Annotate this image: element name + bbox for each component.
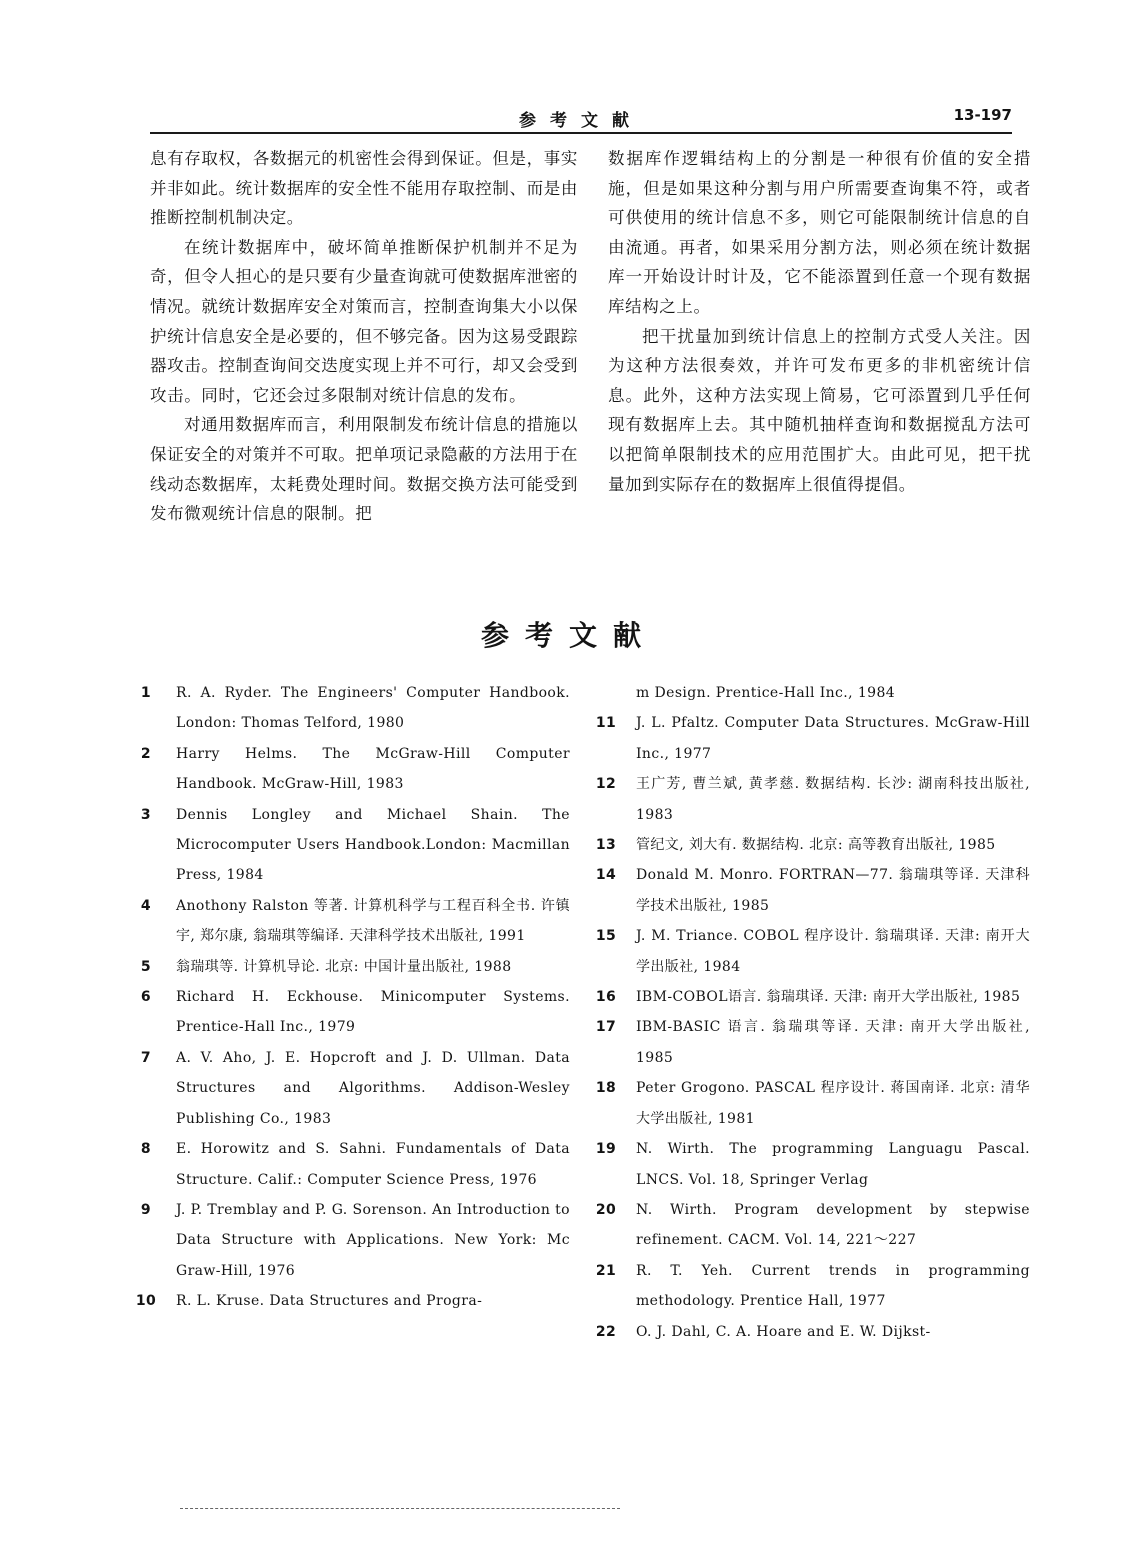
reference-number: 14 xyxy=(595,867,617,884)
reference-item xyxy=(590,1317,1030,1347)
reference-text: Richard H. Eckhouse. Minicomputer Systems. Prentice-Hall Inc., 1979 xyxy=(176,989,570,1036)
paragraph: 把干扰量加到统计信息上的控制方式受人关注。因为这种方法很奏效，并许可发布更多的非机密统计信息。此外，这种方法实现上简易，它可添置到几乎任何现有数据库上去。其中随机抽样查询和数据搅乱方法可以把简单限制技术的应用范围扩大。由此可见，把干扰量加到实际存在的数据库上很值得提倡。 xyxy=(608,326,1031,494)
reference-text: R. T. Yeh. Current trends in programming methodology. Prentice Hall, 1977 xyxy=(636,1262,1030,1310)
paragraph: 数据库作逻辑结构上的分割是一种很有价值的安全措施，但是如果这种分割与用户所需要查询集不符，或者可供使用的统计信息不多，则它可能限制统计信息的自由流通。再者，如果采用分割方法，则必须在统计数据库一开始设计时计及，它不能添置到任意一个现有数据库结构之上。 xyxy=(608,149,1031,316)
reference-number: 19 xyxy=(595,1141,617,1158)
reference-text: Harry Helms. The McGraw-Hill Computer Handbook. McGraw-Hill, 1983 xyxy=(176,745,570,793)
reference-text: N. Wirth. Program development by stepwise refinement. CACM. Vol. 14, 221～227 xyxy=(636,1201,1030,1249)
reference-item xyxy=(590,708,1030,769)
reference-item xyxy=(590,1134,1030,1195)
paragraph: 对通用数据库而言，利用限制发布统计信息的措施以保证安全的对策并不可取。把单项记录隐蔽的方法用于在线动态数据库，太耗费处理时间。数据交换方法可能受到发布微观统计信息的限制。把 xyxy=(150,415,578,524)
reference-number: 18 xyxy=(595,1080,617,1097)
page-header xyxy=(150,100,1012,134)
reference-text: J. L. Pfaltz. Computer Data Structures. McGraw-Hill Inc., 1977 xyxy=(636,715,1030,762)
body-column-right xyxy=(608,144,1031,499)
reference-text: Anothony Ralston 等著. 计算机科学与工程百科全书. 许镇宇, 郑尔康, 翁瑞琪等编译. 天津科学技术出版社, 1991 xyxy=(176,897,570,945)
reference-text: R. L. Kruse. Data Structures and Progra- xyxy=(176,1293,483,1310)
reference-item xyxy=(590,830,1030,860)
reference-text: Peter Grogono. PASCAL 程序设计. 蒋国南译. 北京: 清华大学出版社, 1981 xyxy=(636,1080,1030,1127)
reference-item xyxy=(130,678,570,739)
reference-item xyxy=(130,739,570,800)
reference-item xyxy=(590,921,1030,982)
reference-item xyxy=(130,800,570,891)
reference-number: 10 xyxy=(135,1293,157,1310)
reference-number: 20 xyxy=(595,1201,617,1218)
reference-item xyxy=(130,952,570,982)
reference-number: 4 xyxy=(140,897,152,914)
section-title: 参考文献 xyxy=(480,619,657,652)
reference-item xyxy=(590,1195,1030,1256)
reference-number: 9 xyxy=(140,1201,152,1218)
reference-text: E. Horowitz and S. Sahni. Fundamentals of Data Structure. Calif.: Computer Science Press, 1976 xyxy=(176,1141,570,1188)
paragraph: 息有存取权，各数据元的机密性会得到保证。但是，事实并非如此。统计数据库的安全性不能用存取控制、而是由推断控制机制决定。 xyxy=(150,149,578,228)
reference-text: Dennis Longley and Michael Shain. The Microcomputer Users Handbook.London: Macmillan Press, 1984 xyxy=(176,806,570,884)
reference-text: IBM-BASIC 语言. 翁瑞琪等译. 天津: 南开大学出版社, 1985 xyxy=(636,1019,1030,1066)
reference-text: 管纪文, 刘大有. 数据结构. 北京: 高等教育出版社, 1985 xyxy=(636,837,996,854)
running-title: 参考文献 xyxy=(519,111,643,131)
reference-number: 12 xyxy=(595,776,617,793)
reference-text: 王广芳, 曹兰斌, 黄孝慈. 数据结构. 长沙: 湖南科技出版社, 1983 xyxy=(636,776,1030,823)
reference-number: 3 xyxy=(140,806,152,823)
reference-item xyxy=(130,1195,570,1286)
reference-text: A. V. Aho, J. E. Hopcroft and J. D. Ullman. Data Structures and Algorithms. Addison-Wesley Publishing Co., 1983 xyxy=(176,1049,570,1127)
reference-item xyxy=(590,982,1030,1012)
reference-number: 2 xyxy=(140,745,152,762)
reference-item xyxy=(590,860,1030,921)
reference-text: Donald M. Monro. FORTRAN—77. 翁瑞琪等译. 天津科学技术出版社, 1985 xyxy=(636,867,1030,914)
reference-number: 22 xyxy=(595,1323,617,1340)
reference-number: 1 xyxy=(140,685,152,701)
reference-item xyxy=(130,891,570,952)
reference-number: 6 xyxy=(140,989,152,1006)
reference-text: J. M. Triance. COBOL 程序设计. 翁瑞琪译. 天津: 南开大学出版社, 1984 xyxy=(636,928,1030,975)
references-left xyxy=(130,678,570,1317)
reference-number: 16 xyxy=(595,989,617,1006)
reference-continuation xyxy=(590,678,1030,708)
reference-number: 11 xyxy=(595,715,617,732)
footer-rule xyxy=(180,1508,620,1509)
reference-item xyxy=(590,1012,1030,1073)
page-number: 13-197 xyxy=(953,106,1012,124)
reference-text: 翁瑞琪等. 计算机导论. 北京: 中国计量出版社, 1988 xyxy=(176,958,512,975)
reference-item xyxy=(130,1043,570,1134)
header-rule xyxy=(150,132,1012,134)
reference-text: O. J. Dahl, C. A. Hoare and E. W. Dijkst- xyxy=(636,1323,931,1340)
reference-number: 5 xyxy=(140,958,152,975)
reference-text: N. Wirth. The programming Languagu Pascal. LNCS. Vol. 18, Springer Verlag xyxy=(636,1141,1030,1188)
reference-text: J. P. Tremblay and P. G. Sorenson. An Introduction to Data Structure with Applications. New York: Mc Graw-Hill, 1976 xyxy=(176,1201,570,1279)
reference-item xyxy=(130,982,570,1043)
reference-text: m Design. Prentice-Hall Inc., 1984 xyxy=(636,685,896,701)
reference-text: IBM-COBOL语言. 翁瑞琪译. 天津: 南开大学出版社, 1985 xyxy=(636,989,1021,1006)
reference-number: 21 xyxy=(595,1262,617,1279)
reference-text: R. A. Ryder. The Engineers' Computer Handbook. London: Thomas Telford, 1980 xyxy=(176,685,570,732)
references-right xyxy=(590,678,1030,1347)
reference-item xyxy=(130,1286,570,1316)
body-column-left xyxy=(150,144,578,529)
reference-number: 17 xyxy=(595,1019,617,1036)
reference-number: 15 xyxy=(595,928,617,945)
reference-number: 13 xyxy=(595,837,617,854)
reference-number: 7 xyxy=(140,1049,152,1066)
reference-item xyxy=(590,1256,1030,1317)
reference-item xyxy=(130,1134,570,1195)
reference-item xyxy=(590,769,1030,830)
reference-number: 8 xyxy=(140,1141,152,1158)
paragraph: 在统计数据库中，破坏简单推断保护机制并不足为奇，但令人担心的是只要有少量查询就可使数据库泄密的情况。就统计数据库安全对策而言，控制查询集大小以保护统计信息安全是必要的，但不够完备。因为这易受跟踪器攻击。控制查询间交迭度实现上并不可行，却又会受到攻击。同时，它还会过多限制对统计信息的发布。 xyxy=(150,237,578,405)
reference-item xyxy=(590,1073,1030,1134)
